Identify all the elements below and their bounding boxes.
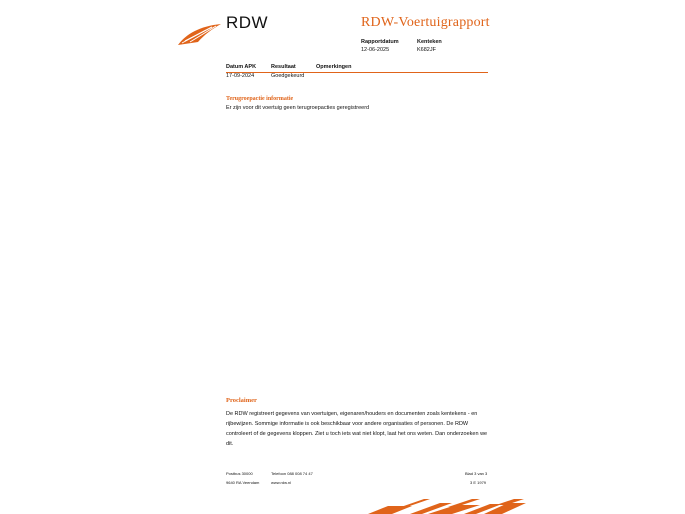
apk-header-remarks: Opmerkingen (316, 64, 352, 70)
recall-text: Er zijn voor dit voertuig geen terugroepacties geregistreerd (226, 105, 370, 111)
footer-postbox: Postbus 30000 (226, 471, 253, 476)
rdw-logo-icon (176, 22, 222, 46)
plate-value: K682JF (417, 47, 436, 53)
report-title: RDW-Voertuigrapport (361, 15, 490, 30)
report-date-value: 12-06-2025 (361, 47, 390, 53)
footer-phone: Telefoon 088 008 74 47 (271, 471, 313, 476)
apk-cell-date: 17-09-2024 (226, 73, 255, 79)
footer-doc-code: 3 E 1979 (470, 480, 487, 485)
disclaimer-heading: Proclaimer (226, 397, 257, 404)
apk-header-result: Resultaat (271, 64, 296, 70)
apk-cell-result: Goedgekeurd (271, 73, 305, 79)
brand-name: RDW (226, 13, 269, 32)
recall-heading: Terugroepactie informatie (226, 96, 294, 102)
footer-city: 9640 RA Veendam (226, 480, 260, 485)
plate-label: Kenteken (417, 39, 442, 45)
footer-page-number: Blad 3 van 3 (465, 471, 488, 476)
report-date-label: Rapportdatum (361, 39, 399, 45)
decorative-stripes-icon (368, 499, 526, 514)
apk-header-date: Datum APK (226, 64, 257, 70)
disclaimer-text: De RDW registreert gegevens van voertuigen, eigenaren/houders en documenten zoals kentekens - en rijbewijzen. Sommige informatie is ook beschikbaar voor andere organisaties of personen. De RDW controleert of de gegevens kloppen. Ziet u toch iets wat niet klopt, laat het ons weten. Dan onderzoeken we dit. (226, 411, 488, 447)
table-divider (226, 72, 488, 73)
footer-web-link[interactable]: www.rdw.nl (271, 480, 292, 485)
